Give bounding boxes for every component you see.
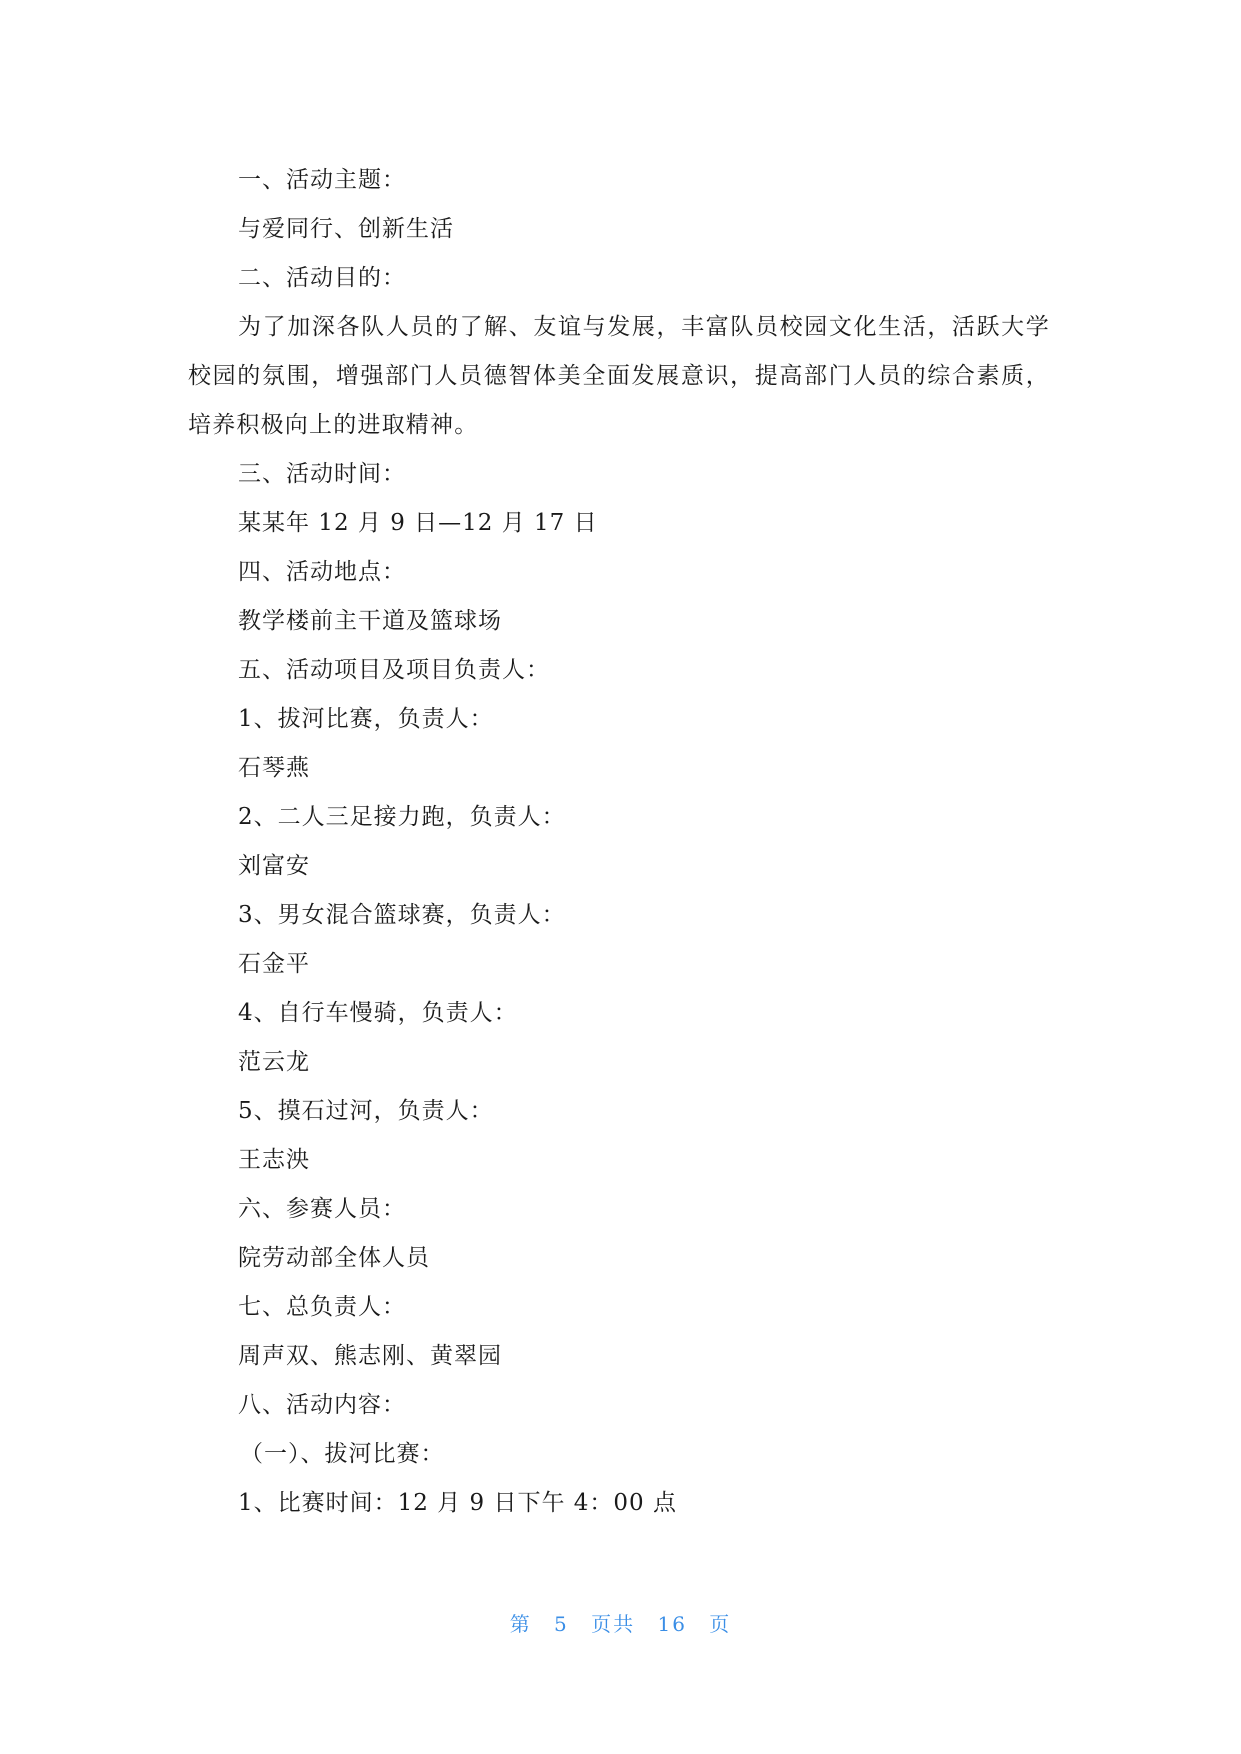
section-heading-content: 八、活动内容： bbox=[238, 1392, 406, 1418]
project-item-4: 4、自行车慢骑，负责人： bbox=[238, 1000, 518, 1026]
project-lead-2: 刘富安 bbox=[238, 853, 310, 879]
purpose-paragraph: 为了加深各队人员的了解、友谊与发展，丰富队员校园文化生活，活跃大学校园的氛围，增强部门人员德智体美全面发展意识，提高部门人员的综合素质，培养积极向上的进取精神。 bbox=[188, 314, 1050, 438]
match-time-text: 1、比赛时间：12 月 9 日下午 4：00 点 bbox=[238, 1490, 677, 1516]
time-text: 某某年 12 月 9 日—12 月 17 日 bbox=[238, 510, 598, 536]
document-body bbox=[188, 156, 1050, 1528]
section-heading-purpose: 二、活动目的： bbox=[238, 265, 406, 291]
project-item-2: 2、二人三足接力跑，负责人： bbox=[238, 804, 566, 830]
subsection-heading-tug-of-war: （一）、拔河比赛： bbox=[240, 1441, 445, 1467]
section-heading-time: 三、活动时间： bbox=[238, 461, 406, 487]
section-heading-projects: 五、活动项目及项目负责人： bbox=[238, 657, 550, 683]
project-item-1: 1、拔河比赛，负责人： bbox=[238, 706, 494, 732]
theme-text: 与爱同行、创新生活 bbox=[238, 216, 454, 242]
leaders-text: 周声双、熊志刚、黄翠园 bbox=[238, 1343, 502, 1369]
section-heading-participants: 六、参赛人员： bbox=[238, 1196, 406, 1222]
section-heading-leaders: 七、总负责人： bbox=[238, 1294, 406, 1320]
project-lead-1: 石琴燕 bbox=[238, 755, 310, 781]
location-text: 教学楼前主干道及篮球场 bbox=[238, 608, 502, 634]
project-lead-5: 王志泱 bbox=[238, 1147, 310, 1173]
section-heading-location: 四、活动地点： bbox=[238, 559, 406, 585]
participants-text: 院劳动部全体人员 bbox=[238, 1245, 430, 1271]
project-item-3: 3、男女混合篮球赛，负责人： bbox=[238, 902, 566, 928]
project-item-5: 5、摸石过河，负责人： bbox=[238, 1098, 494, 1124]
project-lead-3: 石金平 bbox=[238, 951, 310, 977]
page-footer: 第 5 页共 16 页 bbox=[509, 1612, 732, 1636]
project-lead-4: 范云龙 bbox=[238, 1049, 310, 1075]
section-heading-theme: 一、活动主题： bbox=[238, 167, 406, 193]
